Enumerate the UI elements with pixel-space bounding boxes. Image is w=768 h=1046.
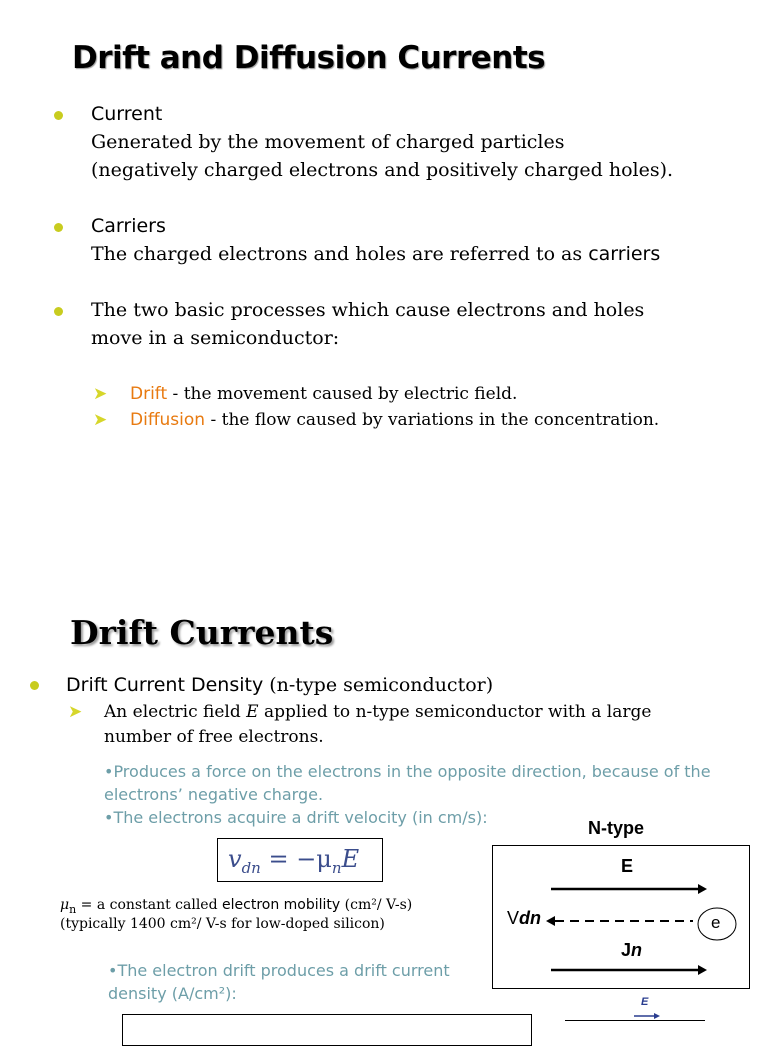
subitem-desc: - the flow caused by variations in the concentration. bbox=[205, 410, 660, 430]
bullet-text bbox=[91, 240, 660, 268]
bottom-diagram-edge bbox=[565, 1020, 705, 1021]
text-part: (cm²/ V-s) bbox=[340, 897, 413, 913]
bullet-text: Generated by the movement of charged particles bbox=[91, 131, 565, 153]
subitem-desc: - the movement caused by electric field. bbox=[167, 384, 518, 404]
carriers-term: carriers bbox=[588, 243, 661, 265]
current-arrow-icon bbox=[551, 965, 707, 975]
section-title: Drift and Diffusion Currents bbox=[72, 40, 546, 76]
heading-suffix: (n-type semiconductor) bbox=[263, 674, 494, 696]
subitem-diffusion bbox=[130, 408, 659, 433]
bullet-dot bbox=[54, 307, 63, 316]
formula-part: E bbox=[341, 845, 360, 873]
bullet-text: (negatively charged electrons and positively charged holes). bbox=[91, 159, 674, 181]
velocity-label bbox=[507, 908, 541, 929]
electron-label: e bbox=[711, 913, 721, 932]
arrow-bullet-icon: ➤ bbox=[93, 384, 108, 404]
arrow-bullet-icon: ➤ bbox=[68, 702, 83, 722]
subitem-term: Drift bbox=[130, 384, 168, 404]
formula-box bbox=[217, 838, 383, 882]
mu-sub: n bbox=[69, 902, 77, 916]
label-part: J bbox=[621, 940, 632, 960]
teal-text: density (A/cm²): bbox=[108, 984, 237, 1003]
subitem-drift bbox=[130, 382, 517, 407]
bullet-heading-carriers: Carriers bbox=[91, 215, 166, 237]
formula-part: dn bbox=[241, 858, 261, 877]
field-arrow-icon bbox=[551, 884, 707, 894]
bottom-field-label: E bbox=[641, 996, 649, 1008]
drift-velocity-formula bbox=[228, 845, 359, 877]
bullet-dot bbox=[30, 681, 39, 690]
subitem-text bbox=[104, 700, 651, 725]
bullet-text: The two basic processes which cause electrons and holes bbox=[91, 299, 645, 321]
formula-part: n bbox=[331, 858, 342, 877]
n-type-diagram bbox=[492, 845, 750, 989]
diagram-title: N-type bbox=[588, 818, 645, 838]
drift-current-formula-box bbox=[122, 1014, 532, 1046]
label-part: V bbox=[507, 908, 520, 928]
mobility-text: (typically 1400 cm²/ V-s for low-doped silicon) bbox=[60, 916, 385, 932]
teal-text: •Produces a force on the electrons in the opposite direction, because of the bbox=[104, 762, 711, 781]
teal-text: •The electron drift produces a drift current bbox=[108, 961, 450, 980]
heading-term: Drift Current Density bbox=[66, 674, 264, 696]
carriers-text: The charged electrons and holes are referred to as bbox=[91, 243, 589, 265]
mobility-term: electron mobility bbox=[222, 897, 341, 913]
subitem-term: Diffusion bbox=[130, 410, 206, 430]
section-title: Drift Currents bbox=[70, 613, 334, 652]
drift-density-heading bbox=[66, 671, 493, 699]
teal-text: •The electrons acquire a drift velocity (in cm/s): bbox=[104, 808, 488, 827]
field-symbol: E bbox=[246, 702, 259, 722]
field-label: E bbox=[621, 856, 634, 876]
label-part: n bbox=[631, 940, 643, 960]
teal-text: electrons’ negative charge. bbox=[104, 785, 324, 804]
mu-symbol: μ bbox=[60, 897, 70, 913]
bullet-dot bbox=[54, 111, 63, 120]
formula-part: = −μ bbox=[260, 845, 332, 873]
formula-part: v bbox=[228, 845, 242, 873]
label-part: dn bbox=[519, 908, 542, 928]
text-part: An electric field bbox=[104, 702, 247, 722]
arrow-bullet-icon: ➤ bbox=[93, 410, 108, 430]
current-label bbox=[621, 940, 642, 961]
bullet-heading-current: Current bbox=[91, 103, 163, 125]
bottom-field-arrow-icon bbox=[632, 1010, 662, 1020]
text-part: applied to n-type semiconductor with a large bbox=[258, 702, 652, 722]
subitem-text: number of free electrons. bbox=[104, 727, 324, 747]
bullet-dot bbox=[54, 223, 63, 232]
text-part: = a constant called bbox=[76, 897, 223, 913]
velocity-dashed-arrow-icon bbox=[546, 916, 693, 926]
bullet-text: move in a semiconductor: bbox=[91, 327, 340, 349]
